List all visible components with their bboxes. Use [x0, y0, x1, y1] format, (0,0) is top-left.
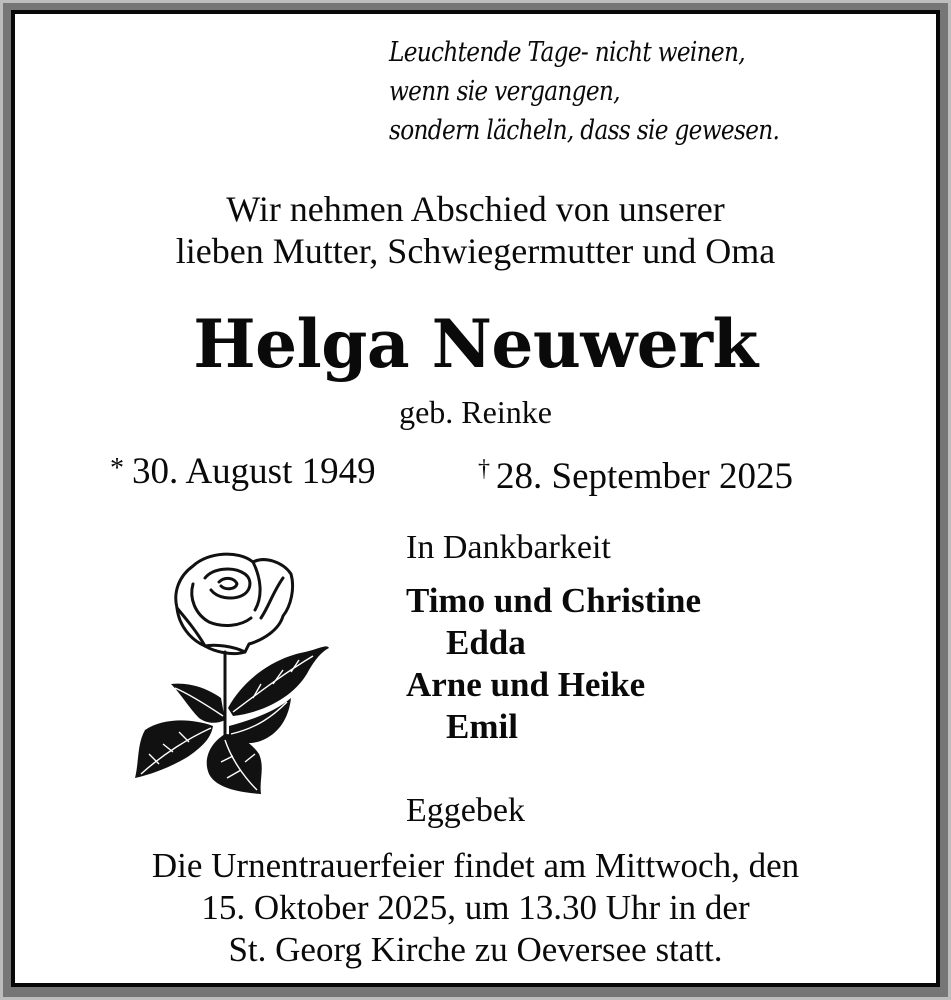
death-cross-icon: †	[478, 456, 490, 482]
death-date	[478, 446, 793, 500]
intro-line: Wir nehmen Abschied von unserer	[226, 189, 725, 229]
rose-icon	[133, 548, 333, 796]
mourner-name: Edda	[446, 623, 526, 662]
motto-line: Leuchtende Tage- nicht weinen,	[389, 37, 745, 68]
mourner-name: Emil	[446, 707, 518, 746]
birth-star-icon: *	[110, 453, 124, 484]
mourners-list	[406, 580, 701, 748]
place-name: Eggebek	[406, 792, 525, 829]
motto-verse	[389, 33, 779, 150]
service-line: Die Urnentrauerfeier findet am Mittwoch, den	[151, 846, 800, 885]
birth-date	[110, 446, 376, 495]
motto-line: sondern lächeln, dass sie gewesen.	[389, 115, 780, 146]
obituary-card	[11, 10, 940, 987]
mourner-name: Arne und Heike	[406, 665, 646, 704]
mourner-name: Timo und Christine	[406, 581, 701, 620]
birth-date-text: 30. August 1949	[132, 451, 376, 492]
farewell-intro	[0, 188, 951, 272]
death-date-text: 28. September 2025	[496, 456, 793, 497]
motto-line: wenn sie vergangen,	[389, 76, 620, 107]
thanks-line: In Dankbarkeit	[406, 529, 611, 566]
service-line: 15. Oktober 2025, um 13.30 Uhr in der	[201, 888, 750, 927]
service-line: St. Georg Kirche zu Oeversee statt.	[228, 930, 723, 969]
service-notice	[0, 845, 951, 971]
maiden-name: geb. Reinke	[399, 394, 552, 430]
intro-line: lieben Mutter, Schwiegermutter und Oma	[175, 231, 776, 271]
deceased-name: Helga Neuwerk	[193, 305, 758, 383]
